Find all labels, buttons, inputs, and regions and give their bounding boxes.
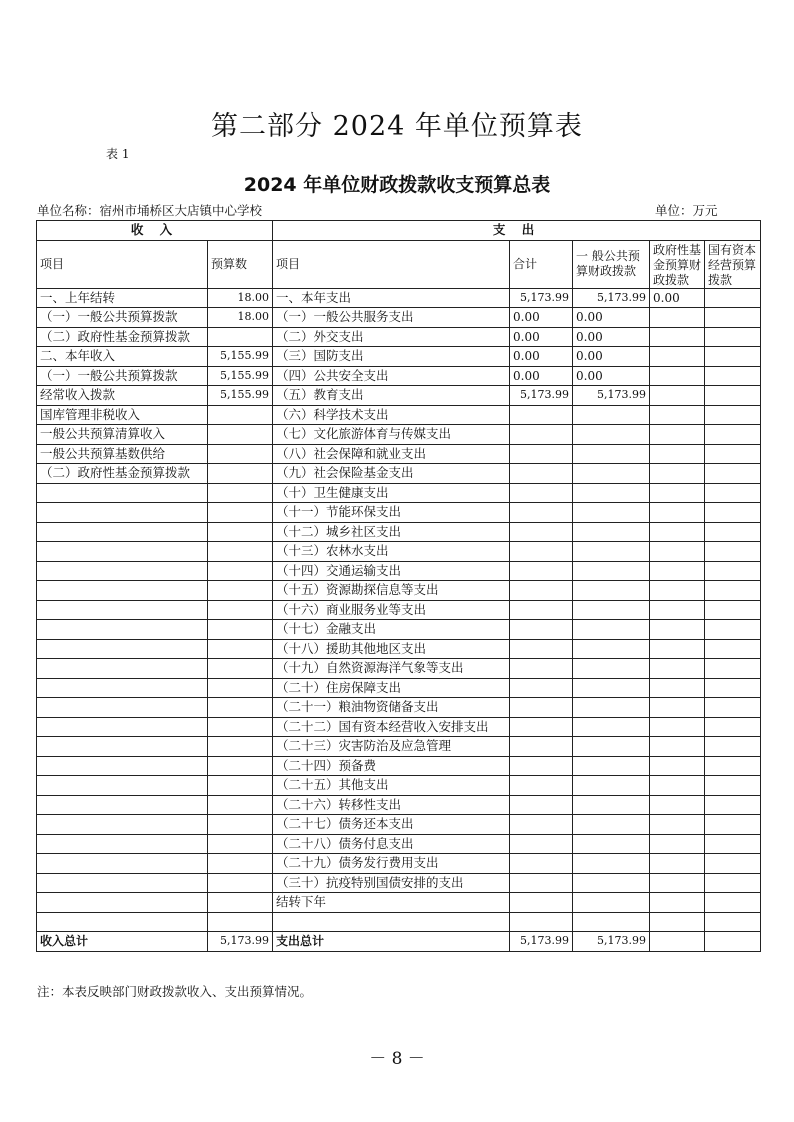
income-item bbox=[37, 795, 208, 815]
expense-state-capital-value bbox=[705, 581, 761, 601]
expense-total-general: 5,173.99 bbox=[573, 932, 650, 952]
expense-state-capital-value bbox=[705, 717, 761, 737]
expense-general-value bbox=[573, 698, 650, 718]
expense-gov-fund-value bbox=[650, 620, 705, 640]
table-row bbox=[37, 756, 761, 776]
expense-state-capital-value bbox=[705, 815, 761, 835]
income-budget-value bbox=[208, 542, 273, 562]
expense-item: （十三）农林水支出 bbox=[273, 542, 510, 562]
expense-total-value bbox=[510, 620, 573, 640]
table-row bbox=[37, 873, 761, 893]
income-item bbox=[37, 893, 208, 913]
expense-item: （十二）城乡社区支出 bbox=[273, 522, 510, 542]
table-row bbox=[37, 561, 761, 581]
expense-item: 一、本年支出 bbox=[273, 288, 510, 308]
expense-state-capital-value bbox=[705, 639, 761, 659]
col-gov-fund: 政府性基金预算财政拨款 bbox=[650, 240, 705, 288]
expense-gov-fund-value bbox=[650, 464, 705, 484]
income-budget-value bbox=[208, 464, 273, 484]
expense-gov-fund-value bbox=[650, 912, 705, 932]
expense-total-value bbox=[510, 698, 573, 718]
table-row bbox=[37, 464, 761, 484]
expense-total-value bbox=[510, 912, 573, 932]
income-budget-value bbox=[208, 659, 273, 679]
col-budget-num: 预算数 bbox=[208, 240, 273, 288]
expense-item: （二）外交支出 bbox=[273, 327, 510, 347]
expense-gov-fund-value bbox=[650, 542, 705, 562]
budget-table bbox=[36, 220, 761, 952]
expense-total-value bbox=[510, 503, 573, 523]
table-row bbox=[37, 620, 761, 640]
expense-total-value bbox=[510, 756, 573, 776]
expense-gov-fund-value bbox=[650, 737, 705, 757]
expense-total-value bbox=[510, 581, 573, 601]
table-note: 注：本表反映部门财政拨款收入、支出预算情况。 bbox=[37, 984, 313, 999]
expense-gov-fund-value bbox=[650, 386, 705, 406]
expense-total-value bbox=[510, 542, 573, 562]
table-row bbox=[37, 815, 761, 835]
expense-general-value bbox=[573, 444, 650, 464]
expense-total-value: 5,173.99 bbox=[510, 288, 573, 308]
expense-state-capital-value bbox=[705, 522, 761, 542]
table-row bbox=[37, 776, 761, 796]
expense-gov-fund-value bbox=[650, 347, 705, 367]
income-budget-value: 5,155.99 bbox=[208, 386, 273, 406]
expense-item: （十五）资源勘探信息等支出 bbox=[273, 581, 510, 601]
income-item bbox=[37, 659, 208, 679]
income-budget-value bbox=[208, 600, 273, 620]
expense-general-value bbox=[573, 542, 650, 562]
table-row bbox=[37, 483, 761, 503]
income-budget-value bbox=[208, 503, 273, 523]
expense-general-value bbox=[573, 795, 650, 815]
income-item: 国库管理非税收入 bbox=[37, 405, 208, 425]
table-row bbox=[37, 834, 761, 854]
income-budget-value bbox=[208, 698, 273, 718]
table-row bbox=[37, 678, 761, 698]
expense-general-value bbox=[573, 659, 650, 679]
table-row bbox=[37, 347, 761, 367]
table-row bbox=[37, 600, 761, 620]
expense-total-value bbox=[510, 561, 573, 581]
income-budget-value bbox=[208, 620, 273, 640]
expense-item: （三）国防支出 bbox=[273, 347, 510, 367]
table-row bbox=[37, 308, 761, 328]
income-item: （二）政府性基金预算拨款 bbox=[37, 464, 208, 484]
income-budget-value bbox=[208, 737, 273, 757]
income-item: 一、上年结转 bbox=[37, 288, 208, 308]
income-item bbox=[37, 912, 208, 932]
expense-item: （十）卫生健康支出 bbox=[273, 483, 510, 503]
col-total: 合计 bbox=[510, 240, 573, 288]
expense-item: （十六）商业服务业等支出 bbox=[273, 600, 510, 620]
expense-gov-fund-value bbox=[650, 854, 705, 874]
table-row bbox=[37, 327, 761, 347]
expense-total-value bbox=[510, 854, 573, 874]
table-row bbox=[37, 912, 761, 932]
expense-gov-fund-value bbox=[650, 405, 705, 425]
income-item bbox=[37, 756, 208, 776]
expense-total-sum: 5,173.99 bbox=[510, 932, 573, 952]
income-budget-value bbox=[208, 639, 273, 659]
expense-total-value bbox=[510, 639, 573, 659]
expense-gov-fund-value bbox=[650, 815, 705, 835]
expense-state-capital-value bbox=[705, 366, 761, 386]
expense-total-value bbox=[510, 795, 573, 815]
table-row bbox=[37, 581, 761, 601]
expense-state-capital-value bbox=[705, 327, 761, 347]
expense-gov-fund-value bbox=[650, 678, 705, 698]
expense-state-capital-value bbox=[705, 678, 761, 698]
income-budget-value: 18.00 bbox=[208, 288, 273, 308]
expense-state-capital-value bbox=[705, 561, 761, 581]
expense-total-value bbox=[510, 893, 573, 913]
table-row bbox=[37, 795, 761, 815]
income-item: 经常收入拨款 bbox=[37, 386, 208, 406]
expense-item bbox=[273, 912, 510, 932]
expense-item: （九）社会保险基金支出 bbox=[273, 464, 510, 484]
table-row bbox=[37, 698, 761, 718]
expense-total-value bbox=[510, 717, 573, 737]
expense-gov-fund-value bbox=[650, 893, 705, 913]
col-general-budget: 一 般公共预算财政拨款 bbox=[573, 240, 650, 288]
expense-item: （二十八）债务付息支出 bbox=[273, 834, 510, 854]
expense-general-value bbox=[573, 581, 650, 601]
income-budget-value bbox=[208, 717, 273, 737]
expense-general-value bbox=[573, 737, 650, 757]
expense-gov-fund-value bbox=[650, 776, 705, 796]
income-item bbox=[37, 873, 208, 893]
expense-state-capital-value bbox=[705, 347, 761, 367]
part-title: 第二部分 2024 年单位预算表 bbox=[211, 111, 583, 142]
table-title: 2024 年单位财政拨款收支预算总表 bbox=[243, 174, 551, 196]
income-budget-value bbox=[208, 581, 273, 601]
expense-state-capital-value bbox=[705, 288, 761, 308]
expense-gov-fund-value bbox=[650, 600, 705, 620]
expense-total-gov-fund bbox=[650, 932, 705, 952]
expense-gov-fund-value bbox=[650, 639, 705, 659]
expense-state-capital-value bbox=[705, 737, 761, 757]
income-item bbox=[37, 815, 208, 835]
expense-total-value bbox=[510, 405, 573, 425]
expense-state-capital-value bbox=[705, 776, 761, 796]
expense-gov-fund-value: 0.00 bbox=[650, 288, 705, 308]
expense-item: （二十七）债务还本支出 bbox=[273, 815, 510, 835]
expense-total-value bbox=[510, 444, 573, 464]
expense-state-capital-value bbox=[705, 893, 761, 913]
income-total-value: 5,173.99 bbox=[208, 932, 273, 952]
expense-item: （七）文化旅游体育与传媒支出 bbox=[273, 425, 510, 445]
expense-item: （二十三）灾害防治及应急管理 bbox=[273, 737, 510, 757]
expense-state-capital-value bbox=[705, 795, 761, 815]
unit-name: 单位名称：宿州市埇桥区大店镇中心学校 bbox=[37, 203, 263, 218]
expense-general-value bbox=[573, 756, 650, 776]
income-budget-value bbox=[208, 873, 273, 893]
table-row bbox=[37, 854, 761, 874]
expense-state-capital-value bbox=[705, 542, 761, 562]
expense-total-value: 0.00 bbox=[510, 366, 573, 386]
expense-general-value bbox=[573, 464, 650, 484]
expense-total-value: 5,173.99 bbox=[510, 386, 573, 406]
expense-total-value bbox=[510, 873, 573, 893]
table-row bbox=[37, 288, 761, 308]
expense-general-value: 0.00 bbox=[573, 327, 650, 347]
expense-general-value bbox=[573, 425, 650, 445]
expense-gov-fund-value bbox=[650, 483, 705, 503]
expense-total-value bbox=[510, 678, 573, 698]
expense-total-value: 0.00 bbox=[510, 347, 573, 367]
income-budget-value bbox=[208, 327, 273, 347]
expense-gov-fund-value bbox=[650, 366, 705, 386]
expense-total-value bbox=[510, 522, 573, 542]
income-budget-value: 5,155.99 bbox=[208, 366, 273, 386]
expense-state-capital-value bbox=[705, 834, 761, 854]
expense-general-value bbox=[573, 561, 650, 581]
expense-total-value bbox=[510, 483, 573, 503]
expense-gov-fund-value bbox=[650, 581, 705, 601]
income-budget-value bbox=[208, 425, 273, 445]
expense-general-value bbox=[573, 912, 650, 932]
expense-state-capital-value bbox=[705, 620, 761, 640]
expense-item: （二十）住房保障支出 bbox=[273, 678, 510, 698]
expense-total-state-capital bbox=[705, 932, 761, 952]
expense-general-value: 5,173.99 bbox=[573, 288, 650, 308]
income-item bbox=[37, 737, 208, 757]
income-budget-value bbox=[208, 561, 273, 581]
income-budget-value: 5,155.99 bbox=[208, 347, 273, 367]
expense-item: （四）公共安全支出 bbox=[273, 366, 510, 386]
expense-item: （三十）抗疫特别国债安排的支出 bbox=[273, 873, 510, 893]
expense-gov-fund-value bbox=[650, 444, 705, 464]
table-row bbox=[37, 522, 761, 542]
col-state-capital: 国有资本经营预算拨款 bbox=[705, 240, 761, 288]
table-row bbox=[37, 893, 761, 913]
income-item bbox=[37, 522, 208, 542]
income-item bbox=[37, 620, 208, 640]
income-item bbox=[37, 542, 208, 562]
expense-total-label: 支出总计 bbox=[273, 932, 510, 952]
income-budget-value bbox=[208, 756, 273, 776]
income-item bbox=[37, 678, 208, 698]
expense-gov-fund-value bbox=[650, 659, 705, 679]
expense-total-value bbox=[510, 464, 573, 484]
income-item: 一般公共预算基数供给 bbox=[37, 444, 208, 464]
table-row bbox=[37, 366, 761, 386]
income-item bbox=[37, 483, 208, 503]
expense-item: （十四）交通运输支出 bbox=[273, 561, 510, 581]
table-row bbox=[37, 425, 761, 445]
expense-item: （二十一）粮油物资储备支出 bbox=[273, 698, 510, 718]
expense-general-value bbox=[573, 854, 650, 874]
expense-header: 支 出 bbox=[273, 221, 761, 241]
income-item bbox=[37, 776, 208, 796]
expense-state-capital-value bbox=[705, 698, 761, 718]
income-budget-value bbox=[208, 522, 273, 542]
expense-gov-fund-value bbox=[650, 425, 705, 445]
table-row bbox=[37, 386, 761, 406]
income-item bbox=[37, 639, 208, 659]
income-item: （一）一般公共预算拨款 bbox=[37, 308, 208, 328]
column-header-row bbox=[37, 240, 761, 288]
expense-total-value bbox=[510, 600, 573, 620]
expense-gov-fund-value bbox=[650, 503, 705, 523]
income-budget-value bbox=[208, 834, 273, 854]
expense-state-capital-value bbox=[705, 464, 761, 484]
expense-item: （二十九）债务发行费用支出 bbox=[273, 854, 510, 874]
expense-item: （十八）援助其他地区支出 bbox=[273, 639, 510, 659]
table-number: 表 1 bbox=[106, 147, 130, 161]
expense-total-value bbox=[510, 815, 573, 835]
expense-item: （十一）节能环保支出 bbox=[273, 503, 510, 523]
total-row bbox=[37, 932, 761, 952]
expense-general-value bbox=[573, 639, 650, 659]
expense-general-value bbox=[573, 678, 650, 698]
income-item bbox=[37, 854, 208, 874]
expense-state-capital-value bbox=[705, 308, 761, 328]
expense-state-capital-value bbox=[705, 854, 761, 874]
expense-state-capital-value bbox=[705, 386, 761, 406]
expense-total-value bbox=[510, 737, 573, 757]
expense-general-value: 0.00 bbox=[573, 366, 650, 386]
expense-state-capital-value bbox=[705, 503, 761, 523]
expense-item: （二十二）国有资本经营收入安排支出 bbox=[273, 717, 510, 737]
expense-state-capital-value bbox=[705, 483, 761, 503]
income-item bbox=[37, 503, 208, 523]
expense-item: （八）社会保障和就业支出 bbox=[273, 444, 510, 464]
col-income-item: 项目 bbox=[37, 240, 208, 288]
expense-item: （十九）自然资源海洋气象等支出 bbox=[273, 659, 510, 679]
table-row bbox=[37, 444, 761, 464]
section-header-row bbox=[37, 221, 761, 241]
expense-item: （一）一般公共服务支出 bbox=[273, 308, 510, 328]
expense-general-value bbox=[573, 620, 650, 640]
expense-state-capital-value bbox=[705, 756, 761, 776]
expense-general-value bbox=[573, 600, 650, 620]
expense-total-value bbox=[510, 776, 573, 796]
expense-general-value bbox=[573, 815, 650, 835]
income-budget-value bbox=[208, 678, 273, 698]
expense-general-value bbox=[573, 873, 650, 893]
expense-item: 结转下年 bbox=[273, 893, 510, 913]
expense-total-value: 0.00 bbox=[510, 308, 573, 328]
expense-gov-fund-value bbox=[650, 834, 705, 854]
expense-item: （五）教育支出 bbox=[273, 386, 510, 406]
expense-general-value bbox=[573, 834, 650, 854]
expense-gov-fund-value bbox=[650, 698, 705, 718]
expense-state-capital-value bbox=[705, 873, 761, 893]
income-item bbox=[37, 581, 208, 601]
income-budget-value bbox=[208, 483, 273, 503]
income-item bbox=[37, 600, 208, 620]
expense-gov-fund-value bbox=[650, 308, 705, 328]
income-item bbox=[37, 561, 208, 581]
income-header: 收 入 bbox=[37, 221, 273, 241]
expense-gov-fund-value bbox=[650, 327, 705, 347]
page-number: － 8 － bbox=[369, 1049, 425, 1069]
income-budget-value bbox=[208, 912, 273, 932]
table-row bbox=[37, 405, 761, 425]
expense-state-capital-value bbox=[705, 600, 761, 620]
income-budget-value bbox=[208, 444, 273, 464]
expense-total-value: 0.00 bbox=[510, 327, 573, 347]
expense-gov-fund-value bbox=[650, 717, 705, 737]
expense-general-value: 0.00 bbox=[573, 347, 650, 367]
expense-total-value bbox=[510, 425, 573, 445]
col-expense-item: 项目 bbox=[273, 240, 510, 288]
income-item: （一）一般公共预算拨款 bbox=[37, 366, 208, 386]
expense-item: （二十六）转移性支出 bbox=[273, 795, 510, 815]
expense-gov-fund-value bbox=[650, 873, 705, 893]
expense-item: （十七）金融支出 bbox=[273, 620, 510, 640]
expense-general-value bbox=[573, 893, 650, 913]
expense-general-value bbox=[573, 405, 650, 425]
expense-general-value bbox=[573, 522, 650, 542]
expense-general-value bbox=[573, 503, 650, 523]
table-row bbox=[37, 737, 761, 757]
income-item: 一般公共预算清算收入 bbox=[37, 425, 208, 445]
income-budget-value bbox=[208, 854, 273, 874]
table-row bbox=[37, 717, 761, 737]
income-budget-value: 18.00 bbox=[208, 308, 273, 328]
expense-item: （六）科学技术支出 bbox=[273, 405, 510, 425]
income-item bbox=[37, 717, 208, 737]
income-budget-value bbox=[208, 893, 273, 913]
income-budget-value bbox=[208, 405, 273, 425]
expense-general-value: 0.00 bbox=[573, 308, 650, 328]
expense-state-capital-value bbox=[705, 912, 761, 932]
unit-label: 单位：万元 bbox=[655, 203, 718, 218]
expense-item: （二十五）其他支出 bbox=[273, 776, 510, 796]
income-item: 二、本年收入 bbox=[37, 347, 208, 367]
expense-state-capital-value bbox=[705, 659, 761, 679]
table-row bbox=[37, 639, 761, 659]
expense-total-value bbox=[510, 834, 573, 854]
expense-general-value bbox=[573, 717, 650, 737]
expense-item: （二十四）预备费 bbox=[273, 756, 510, 776]
income-item bbox=[37, 698, 208, 718]
expense-state-capital-value bbox=[705, 444, 761, 464]
expense-general-value bbox=[573, 483, 650, 503]
expense-general-value bbox=[573, 776, 650, 796]
table-row bbox=[37, 659, 761, 679]
expense-state-capital-value bbox=[705, 425, 761, 445]
income-budget-value bbox=[208, 795, 273, 815]
income-item: （二）政府性基金预算拨款 bbox=[37, 327, 208, 347]
expense-gov-fund-value bbox=[650, 561, 705, 581]
expense-state-capital-value bbox=[705, 405, 761, 425]
table-row bbox=[37, 542, 761, 562]
expense-gov-fund-value bbox=[650, 756, 705, 776]
expense-gov-fund-value bbox=[650, 795, 705, 815]
income-budget-value bbox=[208, 815, 273, 835]
table-row bbox=[37, 503, 761, 523]
expense-gov-fund-value bbox=[650, 522, 705, 542]
expense-general-value: 5,173.99 bbox=[573, 386, 650, 406]
expense-total-value bbox=[510, 659, 573, 679]
income-item bbox=[37, 834, 208, 854]
income-total-label: 收入总计 bbox=[37, 932, 208, 952]
income-budget-value bbox=[208, 776, 273, 796]
